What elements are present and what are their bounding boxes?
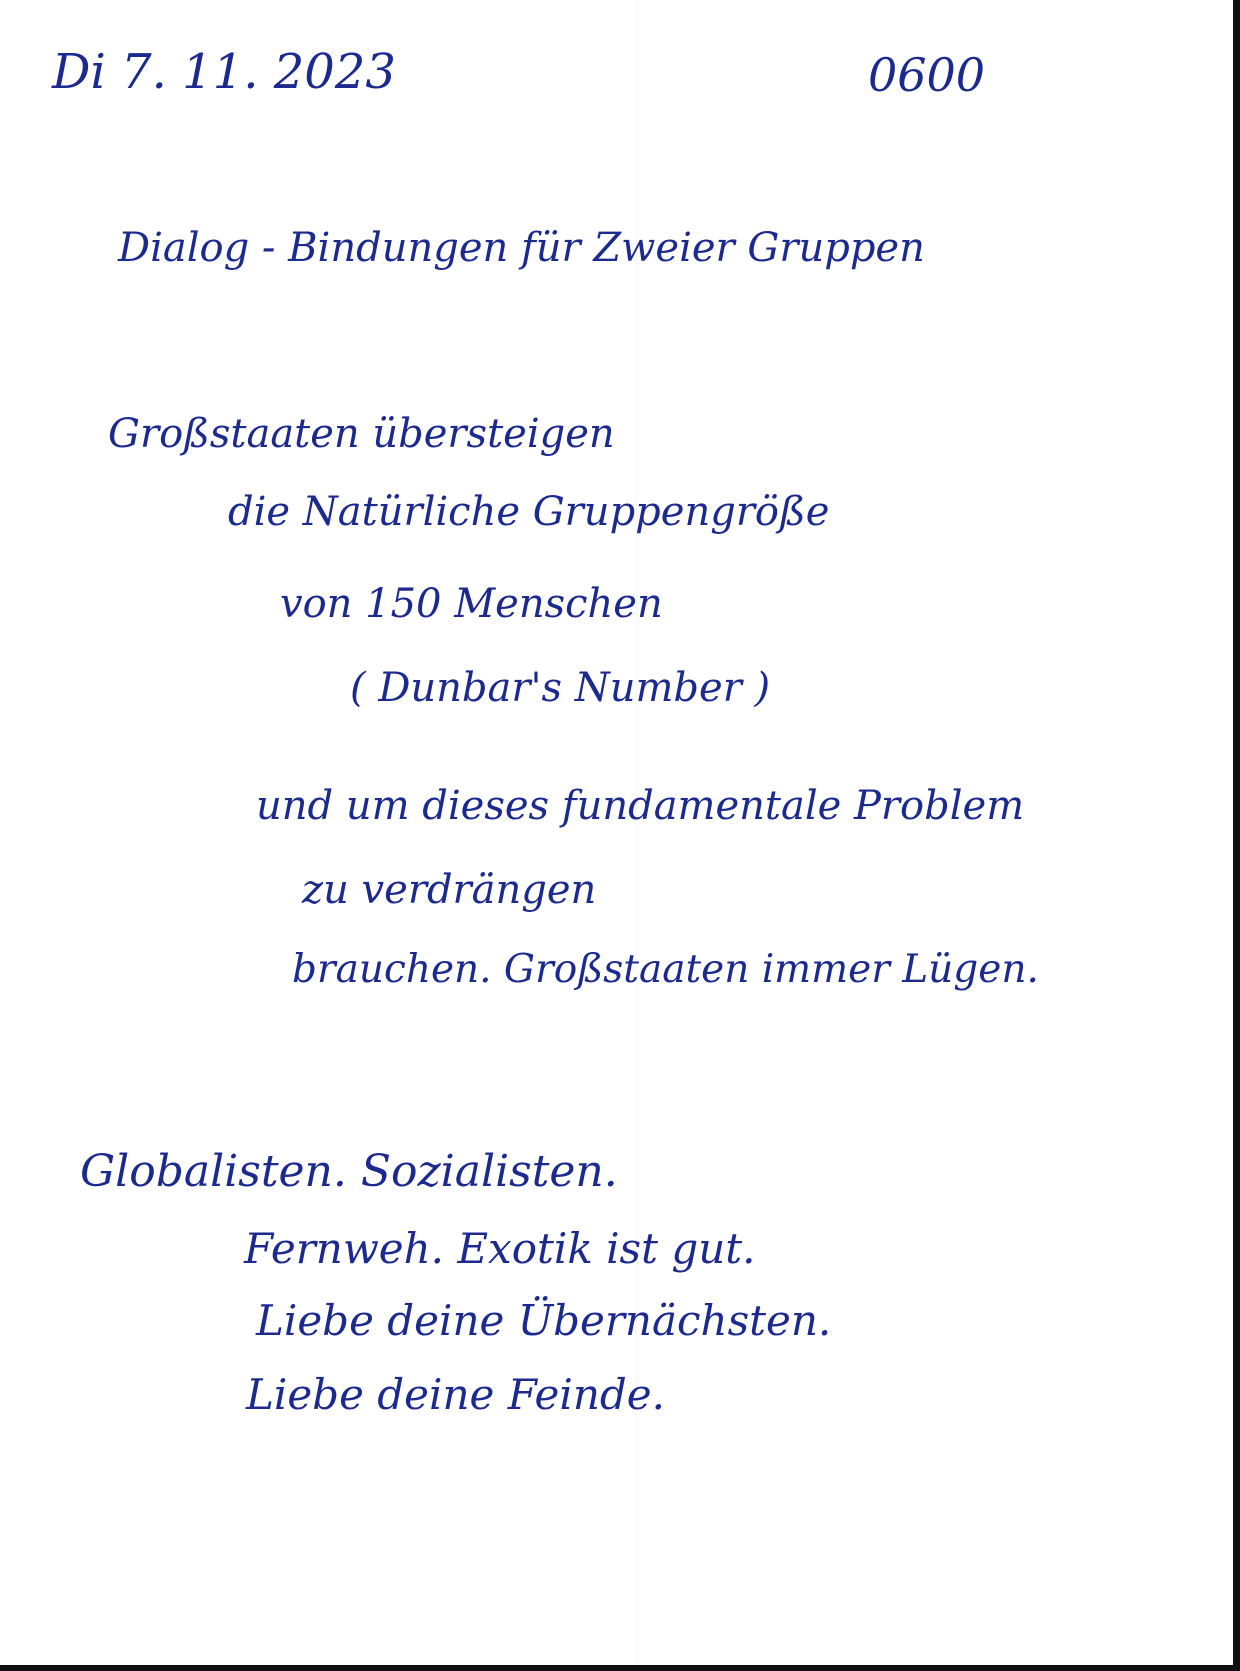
note-line: zu verdrängen xyxy=(302,867,597,913)
note-line: Liebe deine Feinde. xyxy=(246,1370,665,1419)
note-title: Dialog - Bindungen für Zweier Gruppen xyxy=(118,225,925,271)
scan-edge-right xyxy=(1233,0,1240,1671)
note-line: brauchen. Großstaaten immer Lügen. xyxy=(292,947,1039,992)
note-line: die Natürliche Gruppengröße xyxy=(228,489,830,535)
note-line: von 150 Menschen xyxy=(280,581,663,627)
note-line: und um dieses fundamentale Problem xyxy=(256,783,1025,829)
note-line: Globalisten. Sozialisten. xyxy=(80,1146,618,1197)
scan-edge-bottom xyxy=(0,1665,1240,1671)
note-line: Fernweh. Exotik ist gut. xyxy=(244,1224,756,1273)
note-line: Liebe deine Übernächsten. xyxy=(256,1296,832,1345)
note-line: Großstaaten übersteigen xyxy=(108,411,615,457)
note-time: 0600 xyxy=(868,48,986,102)
note-line: ( Dunbar's Number ) xyxy=(350,665,771,711)
note-date: Di 7. 11. 2023 xyxy=(52,44,396,100)
